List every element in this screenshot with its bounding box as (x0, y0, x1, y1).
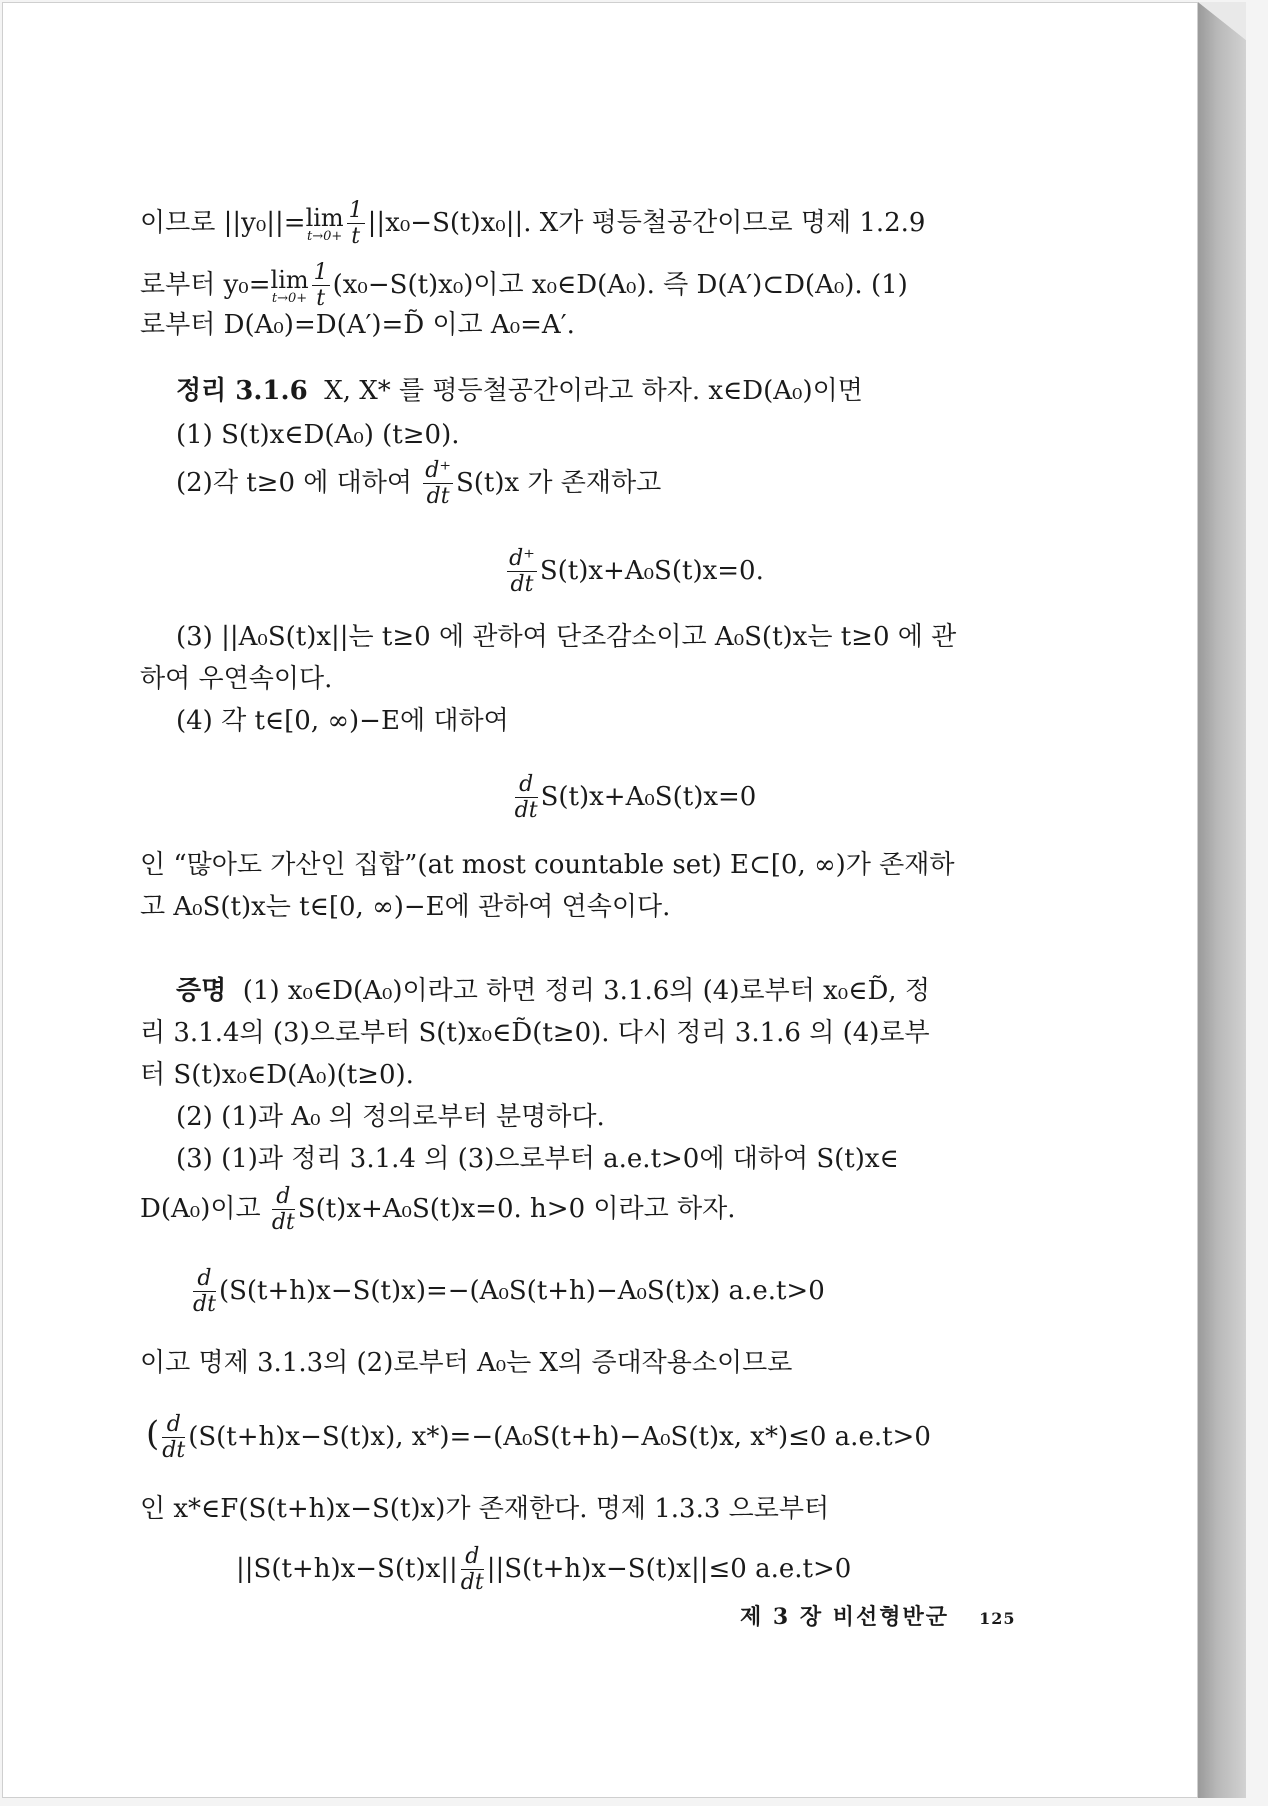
equation-1 (0, 548, 1268, 596)
numerator: d (272, 1186, 295, 1210)
text: S(t)x+A₀S(t)x=0. h>0 이라고 하자. (297, 1194, 736, 1224)
equation-5 (236, 1546, 851, 1594)
numerator: d (515, 774, 538, 798)
limit (270, 265, 309, 306)
fraction (312, 262, 330, 310)
equation-text: ||S(t+h)x−S(t)x|| (236, 1554, 458, 1584)
fraction (347, 200, 365, 248)
chapter-title: 제 3 장 비선형반군 (740, 1604, 950, 1630)
text-line-3: 로부터 D(A₀)=D(A′)=D̃ 이고 A₀=A′. (140, 310, 575, 340)
text-line: 고 A₀S(t)x는 t∈[0, ∞)−E에 관하여 연속이다. (140, 892, 671, 922)
text: D(A₀)이고 (140, 1194, 261, 1224)
proof-line-2: 리 3.1.4의 (3)으로부터 S(t)x₀∈D̃(t≥0). 다시 정리 3.1.6 의 (4)로부 (140, 1018, 930, 1048)
proof-text: (1) x₀∈D(A₀)이라고 하면 정리 3.1.6의 (4)로부터 x₀∈D̃, 정 (242, 976, 930, 1006)
proof-line-1 (176, 976, 930, 1006)
equation-4 (146, 1414, 931, 1462)
denominator: dt (426, 484, 450, 509)
paren: ( (146, 1414, 160, 1454)
proof-line-4: (2) (1)과 A₀ 의 정의로부터 분명하다. (176, 1102, 605, 1132)
numerator: 1 (348, 198, 363, 223)
lim-label: lim (305, 203, 344, 232)
fraction (423, 460, 453, 508)
fraction (461, 1546, 484, 1594)
equation-text: S(t)x+A₀S(t)x=0. (539, 556, 764, 586)
text-line: 인 “많아도 가산인 집합”(at most countable set) E⊂[0, ∞)가 존재하 (140, 850, 955, 880)
text: (x₀−S(t)x₀)이고 x₀∈D(A₀). 즉 D(A′)⊂D(A₀). (1) (332, 270, 908, 300)
proof-line-7: 이고 명제 3.1.3의 (2)로부터 A₀는 X의 증대작용소이므로 (140, 1348, 793, 1378)
lim-subscript: t→0+ (271, 290, 308, 306)
fraction (162, 1414, 185, 1462)
denominator: dt (162, 1438, 186, 1463)
numerator: 1 (313, 260, 328, 285)
equation-text: (S(t+h)x−S(t)x), x*)=−(A₀S(t+h)−A₀S(t)x, x*)≤0 a.e.t>0 (188, 1422, 931, 1452)
theorem-item-1: (1) S(t)x∈D(A₀) (t≥0). (176, 420, 460, 450)
theorem-item-3-cont: 하여 우연속이다. (140, 664, 333, 694)
equation-2 (0, 774, 1268, 822)
theorem-item-4: (4) 각 t∈[0, ∞)−E에 대하여 (176, 706, 509, 736)
denominator: dt (514, 798, 538, 823)
text: 이므로 ||y₀||= (140, 208, 306, 238)
fraction (193, 1268, 216, 1316)
theorem-text: X, X* 를 평등철공간이라고 하자. x∈D(A₀)이면 (324, 376, 863, 406)
page-edge (1198, 2, 1246, 1798)
numerator: d (461, 1546, 484, 1570)
text: 로부터 y₀= (140, 270, 271, 300)
denominator: dt (460, 1570, 484, 1595)
numerator: d⁺ (509, 546, 535, 571)
proof-line-5: (3) (1)과 정리 3.1.4 의 (3)으로부터 a.e.t>0에 대하여 S(t)x∈ (176, 1144, 899, 1174)
text: (2)각 t≥0 에 대하여 (176, 468, 412, 498)
proof-line-6 (140, 1186, 736, 1234)
numerator: d⁺ (425, 458, 451, 483)
equation-3 (190, 1268, 825, 1316)
numerator: d (162, 1414, 185, 1438)
fraction (507, 548, 537, 596)
text-line-2 (140, 262, 908, 310)
theorem-line (176, 376, 863, 406)
theorem-item-3: (3) ||A₀S(t)x||는 t≥0 에 관하여 단조감소이고 A₀S(t)x는 t≥0 에 관 (176, 622, 957, 652)
page-number: 125 (979, 1609, 1016, 1628)
limit (305, 203, 344, 244)
proof-line-3: 터 S(t)x₀∈D(A₀)(t≥0). (140, 1060, 414, 1090)
denominator: t (316, 286, 326, 311)
denominator: dt (510, 572, 534, 597)
theorem-item-2 (176, 460, 661, 508)
theorem-label: 정리 3.1.6 (176, 376, 308, 406)
fraction (515, 774, 538, 822)
proof-line-8: 인 x*∈F(S(t+h)x−S(t)x)가 존재한다. 명제 1.3.3 으로부터 (140, 1494, 830, 1524)
text-line-1 (140, 200, 925, 248)
page-footer (740, 1600, 1015, 1631)
proof-label: 증명 (176, 976, 227, 1006)
text: ||x₀−S(t)x₀||. X가 평등철공간이므로 명제 1.2.9 (367, 208, 926, 238)
equation-text: ||S(t+h)x−S(t)x||≤0 a.e.t>0 (486, 1554, 852, 1584)
denominator: dt (193, 1292, 216, 1317)
denominator: t (351, 224, 361, 249)
equation-text: S(t)x+A₀S(t)x=0 (540, 782, 757, 812)
lim-subscript: t→0+ (306, 228, 343, 244)
equation-text: (S(t+h)x−S(t)x)=−(A₀S(t+h)−A₀S(t)x) a.e.t>0 (218, 1276, 825, 1306)
text: S(t)x 가 존재하고 (455, 468, 662, 498)
numerator: d (193, 1268, 216, 1292)
fraction (272, 1186, 295, 1234)
denominator: dt (271, 1210, 295, 1235)
lim-label: lim (270, 265, 309, 294)
